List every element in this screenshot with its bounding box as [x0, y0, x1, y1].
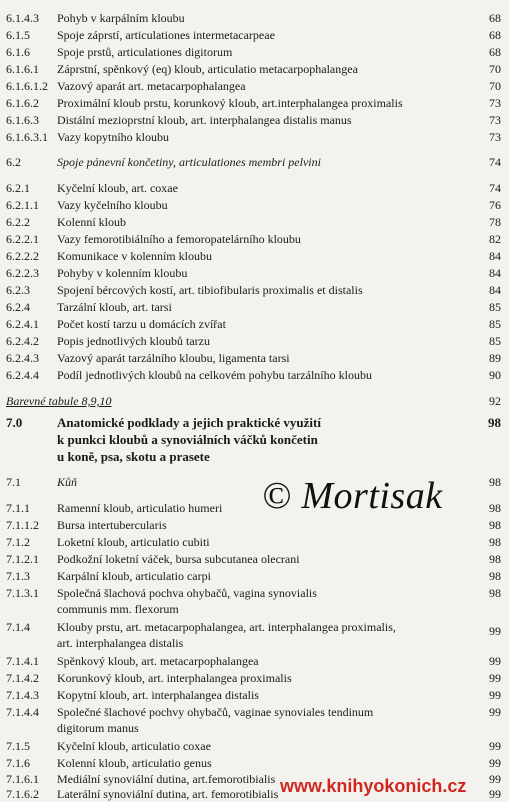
toc-title: Společné šlachové pochvy ohybačů, vaginae synoviales tendinum: [57, 705, 374, 719]
toc-row: [0, 653, 509, 669]
toc-page-number: 98: [489, 501, 501, 515]
toc-title: Kopytní kloub, art. interphalangea distalis: [57, 688, 259, 702]
toc-page-number: 99: [489, 756, 501, 770]
copyright-watermark: © Mortisak: [262, 475, 443, 517]
toc-number: 6.2.2.3: [6, 266, 39, 280]
toc-number: 7.1.2.1: [6, 552, 39, 566]
toc-number: 7.1.6: [6, 756, 30, 770]
toc-page-number: 70: [489, 62, 501, 76]
toc-title: Spoje záprstí, articulationes intermetacarpeae: [57, 28, 275, 42]
toc-row: [0, 704, 509, 720]
toc-row: [0, 265, 509, 281]
chapter-number: 7.0: [6, 415, 23, 430]
toc-number: 6.2.2: [6, 215, 30, 229]
toc-number: 6.2.2.2: [6, 249, 39, 263]
toc-title: Společná šlachová pochva ohybačů, vagina synovialis: [57, 586, 317, 600]
toc-title: Vazy kyčelního kloubu: [57, 198, 168, 212]
toc-page-number: 73: [489, 130, 501, 144]
toc-row: [0, 95, 509, 111]
toc-title: Laterální synoviální dutina, art. femorotibialis: [57, 787, 279, 801]
toc-row: [0, 180, 509, 196]
toc-page-number: 99: [489, 705, 501, 719]
toc-page-number: 99: [489, 787, 501, 801]
toc-number: 6.1.6.2: [6, 96, 39, 110]
toc-page-number: 98: [489, 535, 501, 549]
toc-title: Počet kostí tarzu u domácích zvířat: [57, 317, 226, 331]
toc-number: 6.2.4.2: [6, 334, 39, 348]
toc-number: 6.2.4: [6, 300, 30, 314]
toc-number: 7.1.4.4: [6, 705, 39, 719]
toc-title: Klouby prstu, art. metacarpophalangea, art. interphalangea proximalis,: [57, 620, 396, 634]
chapter-title-line: k punkci kloubů a synoviálních váčků končetin: [57, 432, 318, 447]
toc-page-number: 85: [489, 317, 501, 331]
toc-title-line: art. interphalangea distalis: [57, 636, 184, 650]
toc-row: [0, 687, 509, 703]
toc-title: Korunkový kloub, art. interphalangea proximalis: [57, 671, 292, 685]
toc-row: [0, 44, 509, 60]
chapter-row-continuation: [0, 449, 509, 466]
toc-row: [0, 585, 509, 601]
toc-number: 7.1.6.2: [6, 787, 39, 801]
toc-number: 6.1.6.1: [6, 62, 39, 76]
toc-title: Vazový aparát art. metacarpophalangea: [57, 79, 246, 93]
toc-page-number: 92: [489, 394, 501, 408]
toc-number: 7.1: [6, 475, 21, 489]
toc-number: 6.2: [6, 155, 21, 169]
toc-title: Bursa intertubercularis: [57, 518, 167, 532]
toc-page-number: 89: [489, 351, 501, 365]
toc-title: Distální mezioprstní kloub, art. interphalangea distalis manus: [57, 113, 352, 127]
toc-title: Spěnkový kloub, art. metacarpophalangea: [57, 654, 259, 668]
toc-row: [0, 282, 509, 298]
chapter-page-number: 98: [488, 415, 501, 430]
toc-number: 7.1.4: [6, 620, 30, 634]
chapter-title-line: u koně, psa, skotu a prasete: [57, 449, 210, 464]
toc-page-number: 98: [489, 552, 501, 566]
toc-page-number: 68: [489, 11, 501, 25]
toc-row: [0, 248, 509, 264]
toc-page-number: 98: [489, 569, 501, 583]
toc-number: 6.2.4.4: [6, 368, 39, 382]
toc-title: Kolenní kloub, articulatio genus: [57, 756, 212, 770]
toc-row: [0, 350, 509, 366]
toc-section-row: [0, 154, 509, 170]
toc-title: Spojení bércových kostí, art. tibiofibularis proximalis et distalis: [57, 283, 363, 297]
toc-page-number: 82: [489, 232, 501, 246]
toc-number: 6.1.6.1.2: [6, 79, 48, 93]
toc-number: 6.2.1.1: [6, 198, 39, 212]
toc-number: 7.1.6.1: [6, 772, 39, 786]
color-plates-row: [0, 393, 509, 409]
toc-title: Kyčelní kloub, art. coxae: [57, 181, 178, 195]
toc-page-number: 68: [489, 45, 501, 59]
toc-page-number: 84: [489, 266, 501, 280]
toc-title: Vazy kopytního kloubu: [57, 130, 169, 144]
toc-number: 7.1.1: [6, 501, 30, 515]
toc-title-line: digitorum manus: [57, 721, 139, 735]
toc-row: [0, 197, 509, 213]
toc-row: [0, 755, 509, 771]
toc-row: [0, 129, 509, 145]
toc-number: 7.1.4.2: [6, 671, 39, 685]
toc-row: [0, 299, 509, 315]
toc-number: 7.1.3: [6, 569, 30, 583]
toc-title: Mediální synoviální dutina, art.femorotibialis: [57, 772, 276, 786]
site-watermark: www.knihyokonich.cz: [280, 776, 467, 796]
chapter-row-continuation: [0, 432, 509, 449]
toc-page-number: 73: [489, 96, 501, 110]
toc-title: Karpální kloub, articulatio carpi: [57, 569, 211, 583]
toc-title: Spoje prstů, articulationes digitorum: [57, 45, 233, 59]
toc-page-number: 99: [489, 624, 501, 638]
toc-page-number: 76: [489, 198, 501, 212]
toc-page-number: 68: [489, 28, 501, 42]
toc-number: 7.1.3.1: [6, 586, 39, 600]
toc-row: [0, 316, 509, 332]
toc-number: 6.2.4.3: [6, 351, 39, 365]
color-plates-title: Barevné tabule 8,9,10: [6, 394, 112, 408]
toc-row: [0, 61, 509, 77]
toc-title: Ramenní kloub, articulatio humeri: [57, 501, 223, 515]
toc-page-number: 99: [489, 671, 501, 685]
toc-title: Podkožní loketní váček, bursa subcutanea olecrani: [57, 552, 300, 566]
toc-number: 6.1.6.3.1: [6, 130, 48, 144]
toc-title: Komunikace v kolenním kloubu: [57, 249, 212, 263]
toc-row-continuation: [0, 720, 509, 736]
toc-page-number: 73: [489, 113, 501, 127]
toc-title: Vazy femorotibiálního a femoropatelárního kloubu: [57, 232, 301, 246]
toc-row: [0, 517, 509, 533]
toc-row: [0, 551, 509, 567]
toc-page-number: 74: [489, 155, 501, 169]
toc-page-number: 99: [489, 688, 501, 702]
toc-row: [0, 10, 509, 26]
toc-row: [0, 112, 509, 128]
toc-page-number: 84: [489, 249, 501, 263]
toc-row: [0, 738, 509, 754]
toc-title: Pohyby v kolenním kloubu: [57, 266, 188, 280]
toc-title: Proximální kloub prstu, korunkový kloub, art.interphalangea proximalis: [57, 96, 403, 110]
toc-page-number: 78: [489, 215, 501, 229]
toc-row: [0, 231, 509, 247]
toc-page-number: 84: [489, 283, 501, 297]
toc-title-line: communis mm. flexorum: [57, 602, 179, 616]
toc-title: Záprstní, spěnkový (eq) kloub, articulatio metacarpophalangea: [57, 62, 358, 76]
toc-page-number: 90: [489, 368, 501, 382]
toc-number: 7.1.4.3: [6, 688, 39, 702]
toc-page-number: 70: [489, 79, 501, 93]
toc-page-number: 85: [489, 334, 501, 348]
toc-section-title: Kůň: [57, 475, 78, 489]
toc-title: Vazový aparát tarzálního kloubu, ligamenta tarsi: [57, 351, 290, 365]
toc-title: Loketní kloub, articulatio cubiti: [57, 535, 210, 549]
toc-page-number: 74: [489, 181, 501, 195]
toc-number: 7.1.5: [6, 739, 30, 753]
toc-row: [0, 670, 509, 686]
toc-page-number: 98: [489, 586, 501, 600]
toc-row: [0, 333, 509, 349]
toc-number: 7.1.2: [6, 535, 30, 549]
toc-page-number: 85: [489, 300, 501, 314]
toc-number: 6.2.1: [6, 181, 30, 195]
toc-title: Kyčelní kloub, articulatio coxae: [57, 739, 211, 753]
toc-row: [0, 534, 509, 550]
toc-row: [0, 78, 509, 94]
toc-title: Pohyb v karpálním kloubu: [57, 11, 185, 25]
toc-number: 6.1.6: [6, 45, 30, 59]
toc-row-continuation: [0, 601, 509, 617]
toc-row: [0, 568, 509, 584]
toc-number: 7.1.4.1: [6, 654, 39, 668]
toc-title: Kolenní kloub: [57, 215, 126, 229]
toc-number: 6.2.3: [6, 283, 30, 297]
chapter-row: [0, 415, 509, 432]
toc-row: [0, 619, 509, 638]
toc-number: 6.1.5: [6, 28, 30, 42]
toc-number: 6.1.6.3: [6, 113, 39, 127]
toc-row: [0, 367, 509, 383]
toc-row-continuation: [0, 635, 509, 651]
toc-page-number: 98: [489, 518, 501, 532]
toc-page-number: 99: [489, 654, 501, 668]
toc-number: 6.2.2.1: [6, 232, 39, 246]
toc-title: Podíl jednotlivých kloubů na celkovém pohybu tarzálního kloubu: [57, 368, 372, 382]
toc-title: Popis jednotlivých kloubů tarzu: [57, 334, 210, 348]
toc-page-number: 98: [489, 475, 501, 489]
toc-number: 6.1.4.3: [6, 11, 39, 25]
toc-number: 6.2.4.1: [6, 317, 39, 331]
toc-page-number: 99: [489, 772, 501, 786]
toc-section-title: Spoje pánevní končetiny, articulationes membri pelvini: [57, 155, 321, 169]
toc-row: [0, 27, 509, 43]
toc-title: Tarzální kloub, art. tarsi: [57, 300, 172, 314]
toc-row: [0, 214, 509, 230]
toc-number: 7.1.1.2: [6, 518, 39, 532]
toc-page-number: 99: [489, 739, 501, 753]
chapter-title: Anatomické podklady a jejich praktické využití: [57, 415, 321, 430]
